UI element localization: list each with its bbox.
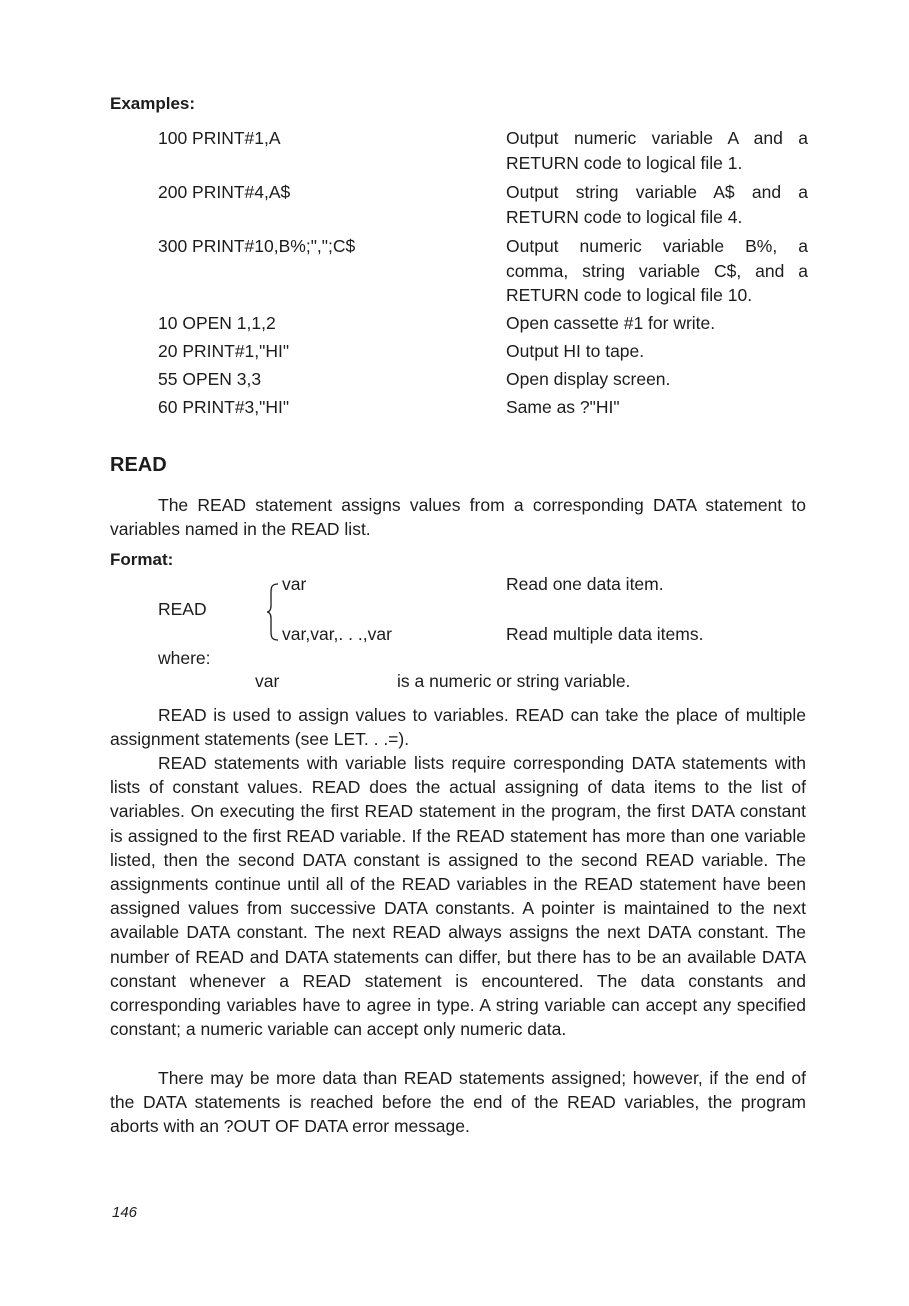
where-label: where: xyxy=(158,648,211,668)
body-paragraph: There may be more data than READ statements assigned; however, if the end of the DATA statements is reached before the end of the READ variables, the program aborts with an ?OUT OF DATA error message. xyxy=(110,1068,806,1137)
format-option-single-desc: Read one data item. xyxy=(506,574,664,594)
section-title: READ xyxy=(110,454,167,476)
example-code: 10 OPEN 1,1,2 xyxy=(158,313,276,333)
example-code: 100 PRINT#1,A xyxy=(158,128,281,148)
format-keyword: READ xyxy=(158,599,207,619)
example-code: 55 OPEN 3,3 xyxy=(158,369,262,389)
format-option-multiple-desc: Read multiple data items. xyxy=(506,624,704,644)
param-description: is a numeric or string variable. xyxy=(397,671,631,691)
example-description: Output numeric variable A and a RETURN code to logical file 1. xyxy=(506,128,808,173)
example-code: 60 PRINT#3,"HI" xyxy=(158,397,290,417)
page-number: 146 xyxy=(112,1204,138,1221)
example-description: Output numeric variable B%, a comma, string variable C$, and a RETURN code to logical file 10. xyxy=(506,236,808,305)
format-option-multiple: var,var,. . .,var xyxy=(282,624,392,644)
format-option-single: var xyxy=(282,574,307,594)
example-description: Open cassette #1 for write. xyxy=(506,313,716,333)
example-code: 300 PRINT#10,B%;",";C$ xyxy=(158,236,356,256)
example-description: Open display screen. xyxy=(506,369,671,389)
example-description: Output string variable A$ and a RETURN code to logical file 4. xyxy=(506,182,808,227)
body-paragraph: READ statements with variable lists require corresponding DATA statements with lists of constant values. READ does the actual assigning of data items to the list of variables. On executing the first READ statement in the program, the first DATA constant is assigned to the first READ variable. If the READ statement has more than one variable listed, then the second DATA constant is assigned to the second READ variable. The assignments continue until all of the READ variables in the READ statement have been assigned values from successive DATA constants. A pointer is maintained to the next available DATA constant. The next READ always assigns the next DATA constant. The number of READ and DATA statements can differ, but there has to be an available DATA constant whenever a READ statement is encountered. The data constants and corresponding variables have to agree in type. A string variable can accept any specified constant; a numeric variable can accept only numeric data. xyxy=(110,753,806,1040)
examples-heading: Examples: xyxy=(110,94,196,113)
example-code: 200 PRINT#4,A$ xyxy=(158,182,291,202)
format-heading: Format: xyxy=(110,550,174,569)
example-description: Same as ?"HI" xyxy=(506,397,620,417)
param-name: var xyxy=(255,671,280,691)
brace-icon xyxy=(266,582,280,642)
body-paragraph: READ is used to assign values to variables. READ can take the place of multiple assignment statements (see LET. . .=). xyxy=(110,705,806,750)
intro-paragraph: The READ statement assigns values from a corresponding DATA statement to variables named in the READ list. xyxy=(110,495,806,540)
example-description: Output HI to tape. xyxy=(506,341,645,361)
example-code: 20 PRINT#1,"HI" xyxy=(158,341,290,361)
